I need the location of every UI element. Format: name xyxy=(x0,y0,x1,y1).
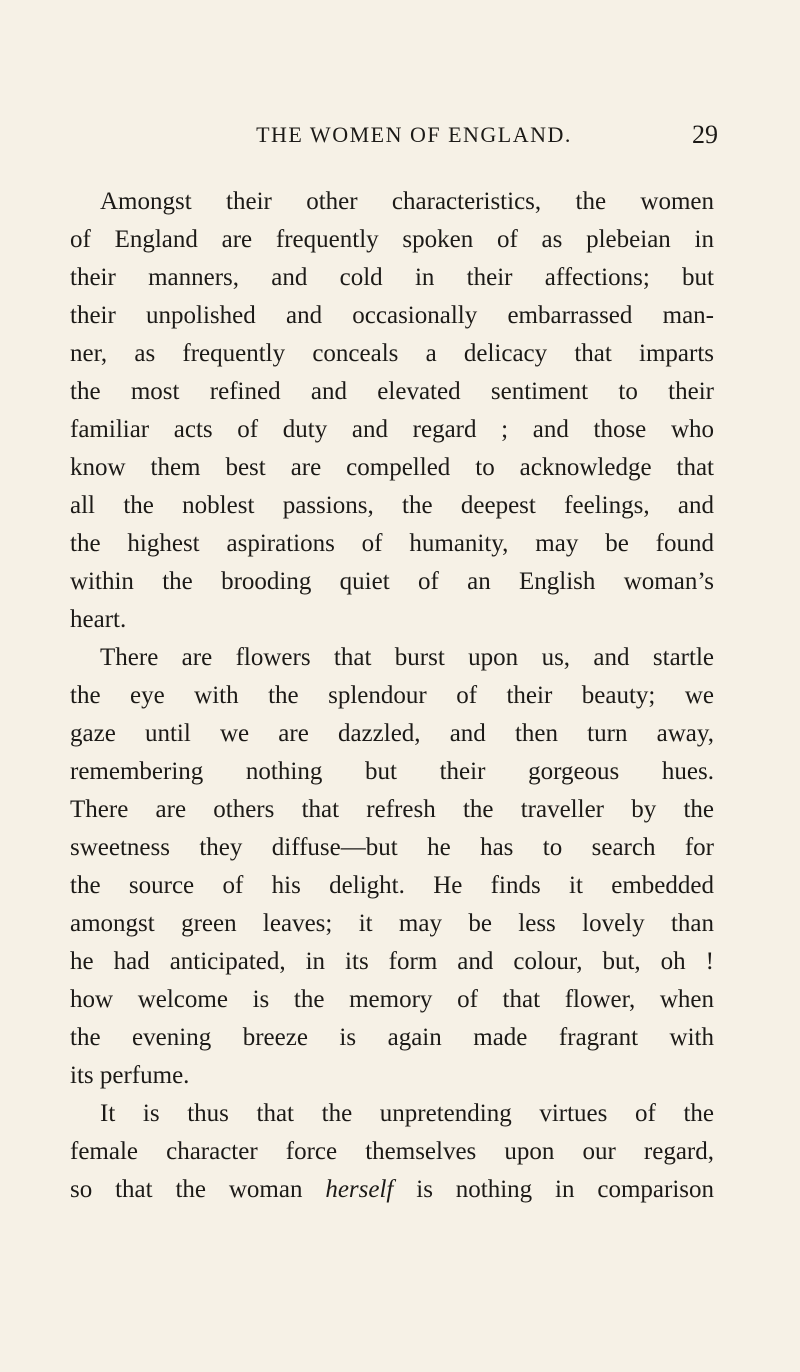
text-line: the evening breeze is again made fragrant with xyxy=(70,1024,714,1051)
final-line-after: is nothing in comparison xyxy=(393,1176,714,1203)
text-line: of England are frequently spoken of as plebeian in xyxy=(70,226,714,253)
text-line: It is thus that the unpretending virtues of the xyxy=(100,1100,714,1127)
text-line: remembering nothing but their gorgeous hues. xyxy=(70,758,714,785)
text-line: the source of his delight. He finds it embedded xyxy=(70,872,714,899)
text-line: know them best are compelled to acknowledge that xyxy=(70,454,714,481)
text-line: heart. xyxy=(70,606,127,633)
text-line: sweetness they diffuse—but he has to search for xyxy=(70,834,714,861)
running-head xyxy=(110,120,718,150)
running-title: THE WOMEN OF ENGLAND. xyxy=(256,122,572,147)
text-line: within the brooding quiet of an English woman’s xyxy=(70,568,714,595)
text-line: the eye with the splendour of their beauty; we xyxy=(70,682,714,709)
text-line: There are flowers that burst upon us, and startle xyxy=(100,644,714,671)
text-line: the most refined and elevated sentiment to their xyxy=(70,378,714,405)
text-line: all the noblest passions, the deepest feelings, and xyxy=(70,492,714,519)
emphasized-word: herself xyxy=(325,1176,394,1203)
text-line: female character force themselves upon our regard, xyxy=(70,1138,714,1165)
text-line: he had anticipated, in its form and colour, but, oh ! xyxy=(70,948,714,975)
final-line-before: so that the woman xyxy=(70,1176,326,1203)
text-line: amongst green leaves; it may be less lovely than xyxy=(70,910,714,937)
body-text xyxy=(70,183,714,1209)
text-line: ner, as frequently conceals a delicacy that imparts xyxy=(70,340,714,367)
text-line: their manners, and cold in their affections; but xyxy=(70,264,714,291)
text-line: their unpolished and occasionally embarrassed man- xyxy=(70,302,714,329)
text-line: familiar acts of duty and regard ; and those who xyxy=(70,416,714,443)
text-line: its perfume. xyxy=(70,1062,190,1089)
page-number: 29 xyxy=(692,120,718,149)
text-line: the highest aspirations of humanity, may be found xyxy=(70,530,714,557)
text-line: There are others that refresh the traveller by the xyxy=(70,796,714,823)
text-line: Amongst their other characteristics, the women xyxy=(100,188,714,215)
text-line: gaze until we are dazzled, and then turn away, xyxy=(70,720,714,747)
text-line: how welcome is the memory of that flower, when xyxy=(70,986,714,1013)
text-line-final xyxy=(70,1171,714,1209)
